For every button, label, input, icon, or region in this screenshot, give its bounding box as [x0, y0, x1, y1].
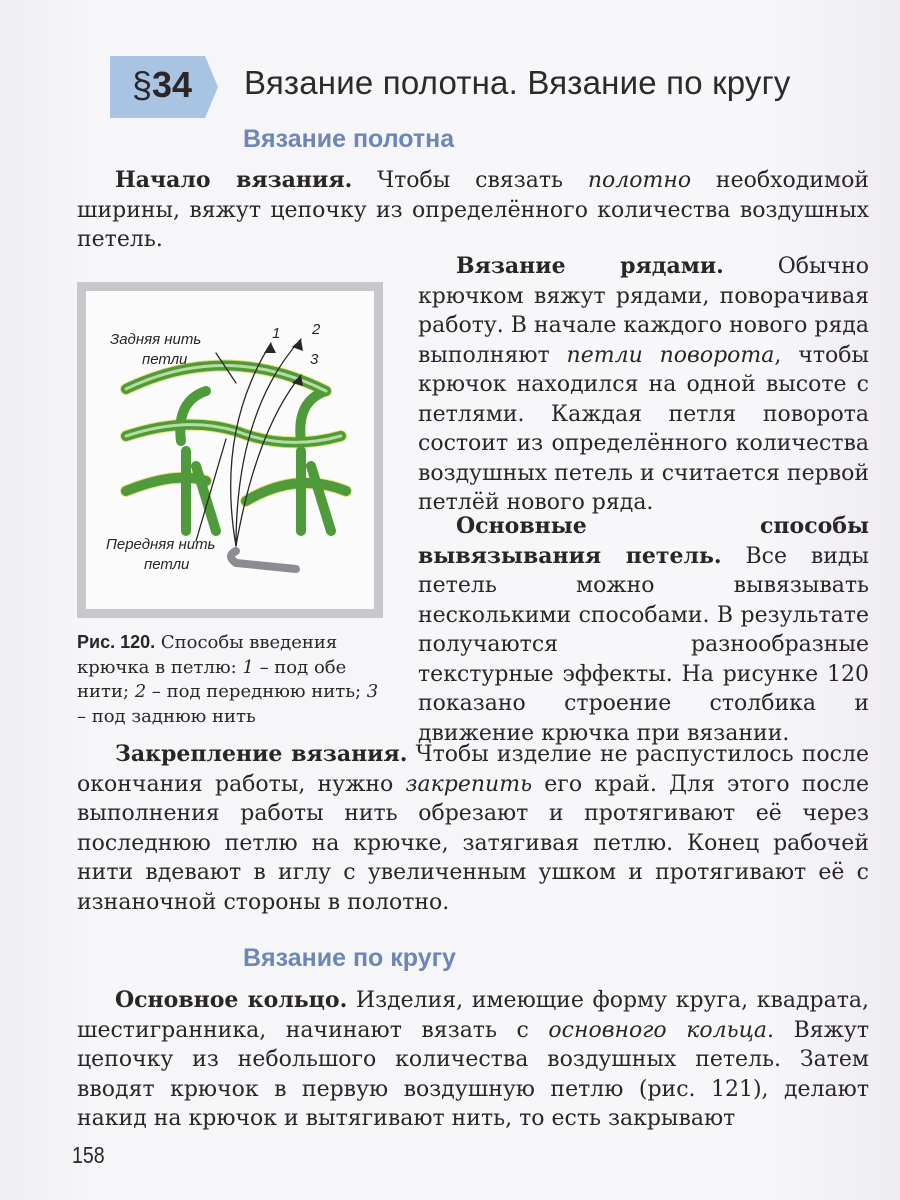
page-number: 158 [72, 1142, 105, 1168]
label-back-thread: Задняя нить [110, 331, 202, 348]
label-back-thread-2: петли [142, 351, 188, 368]
figure-120 [77, 282, 383, 618]
paragraph-start: Начало вязания. Чтобы связать полотно необходимой ширины, вяжут цепочку из определённого количества воздушных петель. [77, 167, 869, 252]
section-heading-fabric: Вязание полотна [243, 125, 455, 153]
page-title: Вязание полотна. Вязание по кругу [244, 64, 791, 101]
figure-caption: Рис. 120. Способы введения крючка в петлю: 1 – под обе нити; 2 – под переднюю нить; 3 – под заднюю нить [77, 632, 379, 727]
section-number: §34 [132, 64, 193, 105]
paragraph-methods: Основные способы вывязывания петель. Все виды петель можно вывязывать несколькими способами. В результате получаются разнообразные текстурные эффекты. На рисунке 120 показано строение столбика и движение крючка при вязании. [418, 513, 869, 746]
arrow-label-1: 1 [272, 325, 281, 342]
arrow-label-3: 3 [310, 351, 319, 368]
paragraph-fastening: Закрепление вязания. Чтобы изделие не распустилось после окончания работы, нужно закрепить его край. Для этого после выполнения работы нить обрезают и протягивают её через последнюю петлю на крючке, затягивая петлю. Конец рабочей нити вдевают в иглу с увеличенным ушком и протягивают её с изнаночной стороны в полотно. [77, 741, 869, 915]
label-front-thread-2: петли [144, 556, 190, 573]
paragraph-rows: Вязание рядами. Обычно крючком вяжут рядами, поворачивая работу. В начале каждого нового ряда выполняют петли поворота, чтобы крючок находился на одной высоте с петлями. Каждая петля поворота состоит из определённого количества воздушных петель и считается первой петлёй нового ряда. [418, 253, 869, 515]
arrow-label-2: 2 [312, 321, 321, 338]
section-heading-circle: Вязание по кругу [243, 944, 456, 972]
label-front-thread: Передняя нить [106, 536, 216, 553]
paragraph-ring: Основное кольцо. Изделия, имеющие форму круга, квадрата, шестигранника, начинают вязать с основного кольца. Вяжут цепочку из небольшого количества воздушных петель. Затем вводят крючок в первую воздушную петлю (рис. 121), делают накид на крючок и вытягивают нить, то есть закрывают [77, 987, 869, 1131]
